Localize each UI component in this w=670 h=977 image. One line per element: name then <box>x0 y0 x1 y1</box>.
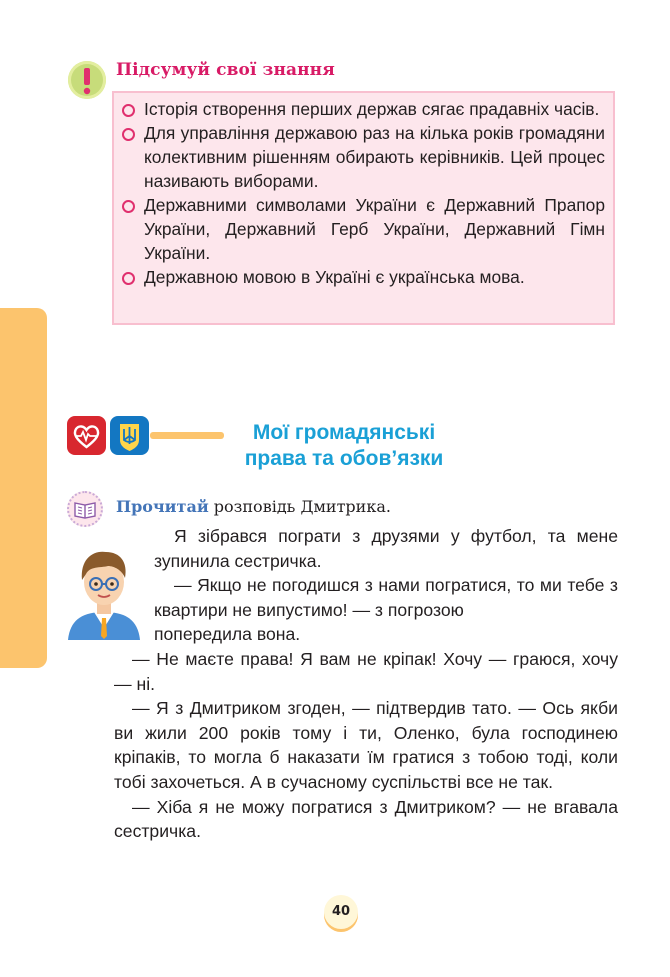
list-item: Для управління державою раз на кілька років громадяни колективним рішенням обирають керівників. Цей процес називають виборами. <box>122 121 605 193</box>
trident-emblem-icon <box>110 416 149 455</box>
bullet-icon <box>122 104 135 117</box>
story-paragraph: попередила вона. <box>154 624 301 645</box>
side-tab <box>0 308 47 668</box>
bullet-icon <box>122 128 135 141</box>
bullet-icon <box>122 200 135 213</box>
story-text <box>114 524 618 844</box>
page-number: 40 <box>324 895 358 929</box>
list-item: Державними символами України є Державний Прапор України, Державний Герб України, Державний Гімн України. <box>122 193 605 265</box>
summary-title: Підсумуй свої знання <box>116 60 335 80</box>
story-paragraph: — Не маєте права! Я вам не кріпак! Хочу — граюся, хочу — ні. <box>114 648 618 694</box>
summary-box <box>112 91 615 325</box>
list-item: Державною мовою в Україні є українська мова. <box>122 265 605 289</box>
heart-pulse-icon <box>67 416 106 455</box>
exclamation-icon <box>68 61 106 99</box>
list-item: Історія створення перших держав сягає прадавніх часів. <box>122 97 605 121</box>
story-paragraph: — Хіба я не можу погратися з Дмитриком? — не вгавала сестричка. <box>114 796 618 842</box>
story-paragraph: Я зібрався пограти з друзями у футбол, та мене зупинила сестричка. <box>154 526 618 571</box>
story-paragraph: — Я з Дмитриком згоден, — підтвердив тато. — Ось якби ви жили 200 років тому і ти, Оленко, була господинею кріпаків, то могла б наказати їм гратися з тобою тоді, коли тобі захочеться. А в сучасному суспільстві все не так. <box>114 698 618 792</box>
section-title: Мої громадянські права та обов’язки <box>244 421 444 470</box>
summary-list <box>114 93 613 289</box>
open-book-icon <box>67 491 103 527</box>
story-paragraph: — Якщо не погодишся з нами погратися, то ми тебе з квартири не випустимо! — з погрозою <box>154 575 618 620</box>
bullet-icon <box>122 272 135 285</box>
read-prompt: Прочитай розповідь Дмитрика. <box>116 497 391 516</box>
